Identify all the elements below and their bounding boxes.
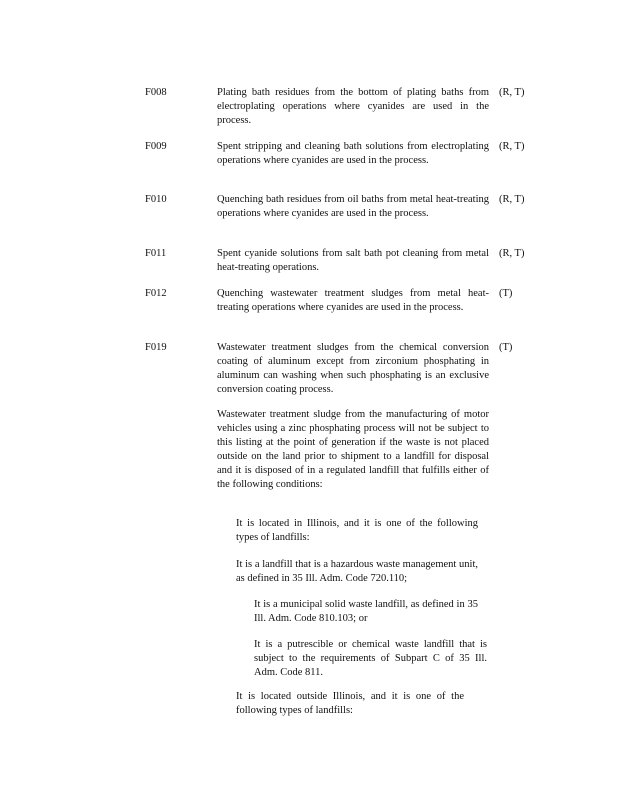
hazard-code: (R, T)	[499, 248, 525, 259]
waste-code: F011	[145, 248, 167, 259]
condition-illinois: It is located in Illinois, and it is one of the following types of landfills:	[236, 518, 478, 543]
waste-description: Wastewater treatment sludges from the chemical conversion coating of aluminum except from zirconium phosphating in aluminum can washing when such phosphating is an exclusive conversion coating process.	[217, 342, 489, 395]
hazard-code: (T)	[499, 288, 513, 299]
waste-code: F019	[145, 342, 167, 353]
condition-municipal-landfill: It is a municipal solid waste landfill, as defined in 35 Ill. Adm. Code 810.103; or	[254, 599, 478, 624]
condition-hazardous-unit: It is a landfill that is a hazardous waste management unit, as defined in 35 Ill. Adm. Code 720.110;	[236, 559, 478, 584]
waste-description: Quenching wastewater treatment sludges from metal heat-treating operations where cyanides are used in the process.	[217, 288, 489, 313]
waste-description: Spent cyanide solutions from salt bath pot cleaning from metal heat-treating operations.	[217, 248, 489, 273]
condition-putrescible-landfill: It is a putrescible or chemical waste landfill that is subject to the requirements of Subpart C of 35 Ill. Adm. Code 811.	[254, 639, 487, 678]
waste-description: Quenching bath residues from oil baths from metal heat-treating operations where cyanides are used in the process.	[217, 194, 489, 219]
exception-paragraph: Wastewater treatment sludge from the manufacturing of motor vehicles using a zinc phosphating process will not be subject to this listing at the point of generation if the waste is not placed outside on the land prior to shipment to a landfill for disposal and it is disposed of in a regulated landfill that fulfills either of the following conditions:	[217, 409, 489, 490]
waste-code: F008	[145, 87, 167, 98]
condition-outside-illinois: It is located outside Illinois, and it is one of the following types of landfills:	[236, 691, 464, 716]
waste-code: F009	[145, 141, 167, 152]
hazard-code: (R, T)	[499, 141, 525, 152]
hazard-code: (T)	[499, 342, 513, 353]
hazard-code: (R, T)	[499, 87, 525, 98]
waste-description: Plating bath residues from the bottom of plating baths from electroplating operations where cyanides are used in the process.	[217, 87, 489, 126]
hazard-code: (R, T)	[499, 194, 525, 205]
waste-description: Spent stripping and cleaning bath solutions from electroplating operations where cyanides are used in the process.	[217, 141, 489, 166]
waste-code: F010	[145, 194, 167, 205]
waste-code: F012	[145, 288, 167, 299]
